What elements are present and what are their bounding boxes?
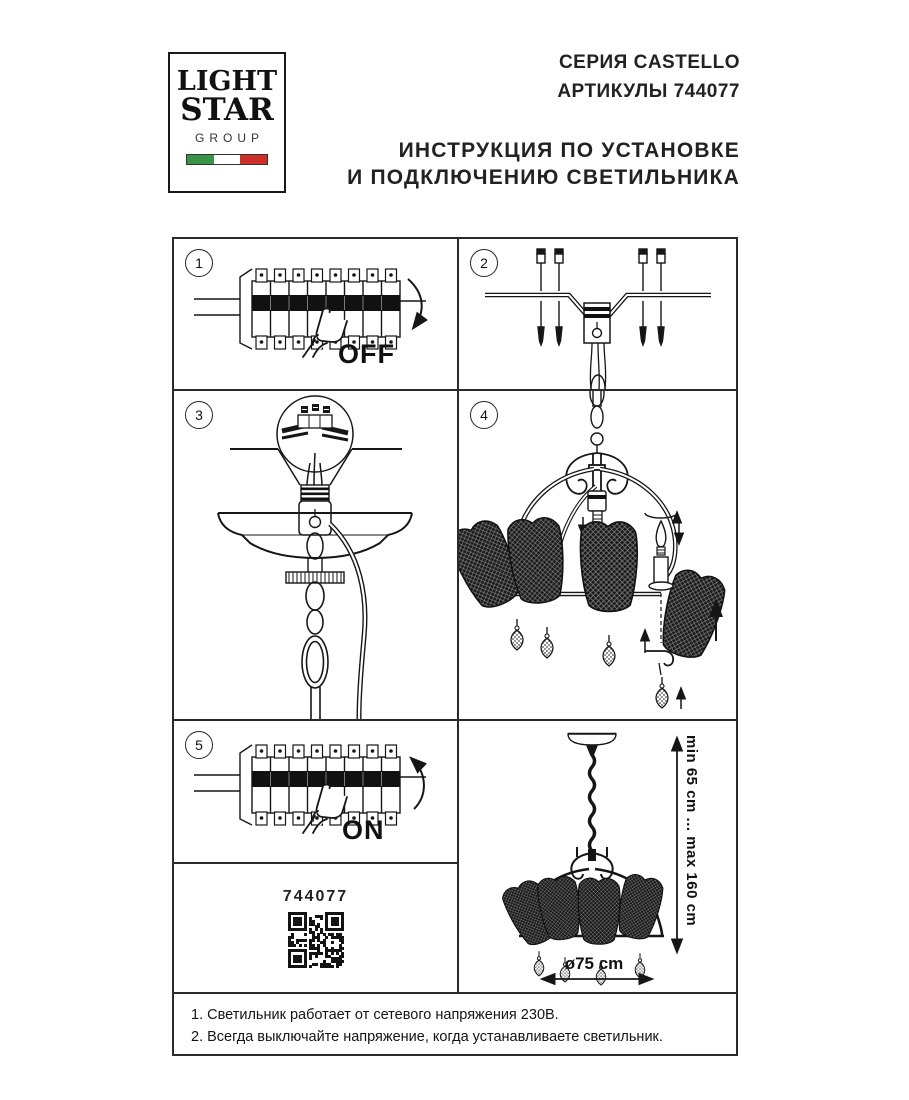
series-title: СЕРИЯ CASTELLO <box>558 52 740 73</box>
italy-flag-icon <box>186 154 268 165</box>
header-text <box>347 48 740 191</box>
step-number-badge: 2 <box>470 249 498 277</box>
instruction-title-line1: ИНСТРУКЦИЯ ПО УСТАНОВКЕ <box>398 139 740 162</box>
logo-word-star: STAR <box>180 92 274 128</box>
panel-step-4 <box>459 391 736 719</box>
lightstar-logo <box>168 52 286 193</box>
circuit-breaker-on-illustration <box>174 721 457 862</box>
ceiling-bracket-illustration <box>459 239 736 389</box>
panel-step-2 <box>459 239 736 389</box>
note-line-2: 2. Всегда выключайте напряжение, когда устанавливаете светильник. <box>191 1029 663 1045</box>
note-line-1: 1. Светильник работает от сетевого напряжения 230В. <box>191 1007 559 1023</box>
chandelier-assembly-illustration <box>459 391 736 719</box>
logo-word-light: LIGHT <box>176 66 278 97</box>
step-number-badge: 5 <box>185 731 213 759</box>
instruction-title-line2: И ПОДКЛЮЧЕНИЮ СВЕТИЛЬНИКА <box>347 166 740 189</box>
instruction-grid <box>172 237 738 1056</box>
panel-step-3 <box>174 391 457 719</box>
diameter-label: ø75 cm <box>564 954 624 973</box>
panel-step-5 <box>174 721 457 862</box>
height-range-label: min 65 cm ... max 160 cm <box>683 735 700 927</box>
on-label: ON <box>342 815 385 845</box>
panel-step-1 <box>174 239 457 389</box>
off-label: OFF <box>338 339 395 369</box>
panel-dimensions <box>459 721 736 992</box>
article-number-title: АРТИКУЛЫ 744077 <box>557 81 740 102</box>
logo-word-group: GROUP <box>194 131 264 145</box>
panel-notes <box>174 994 736 1054</box>
circuit-breaker-off-illustration <box>174 239 457 389</box>
qr-code <box>288 912 344 968</box>
qr-article-number: 744077 <box>282 888 349 905</box>
panel-qr <box>174 864 457 992</box>
step-number-badge: 1 <box>185 249 213 277</box>
step-number-badge: 3 <box>185 401 213 429</box>
step-number-badge: 4 <box>470 401 498 429</box>
canopy-wiring-illustration <box>174 391 457 719</box>
